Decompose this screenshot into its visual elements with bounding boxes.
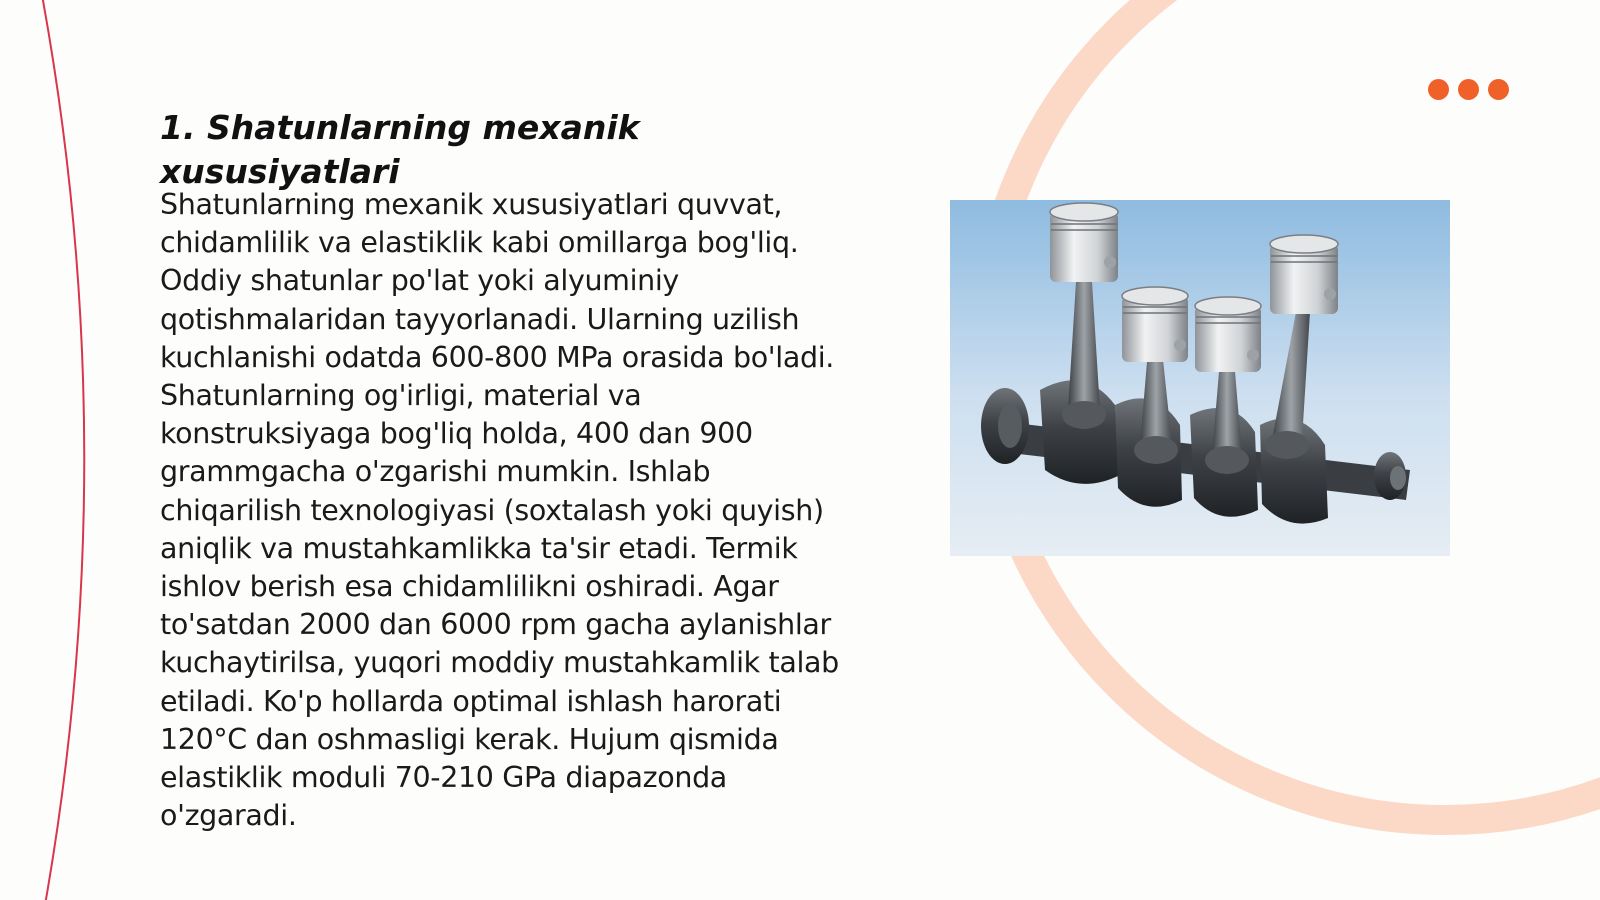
- dot-icon: [1428, 79, 1449, 100]
- slide-title: 1. Shatunlarning mexanik xususiyatlari: [160, 108, 640, 191]
- dots-menu-icon: [1428, 79, 1510, 101]
- dot-icon: [1458, 79, 1479, 100]
- slide-body-text: Shatunlarning mexanik xususiyatlari quvvat, chidamlilik va elastiklik kabi omillarga bog'liq. Oddiy shatunlar po'lat yoki alyuminiy qotishmalaridan tayyorlanadi. Ularning uzilish kuchlanishi odatda 600-800 MPa orasida bo'ladi. Shatunlarning og'irligi, material va konstruksiyaga bog'liq holda, 400 dan 900 grammgacha o'zgarishi mumkin. Ishlab chiqarilish texnologiyasi (soxtalash yoki quyish) aniqlik va mustahkamlikka ta'sir etadi. Termik ishlov berish esa chidamlilikni oshiradi. Agar to'satdan 2000 dan 6000 rpm gacha aylanishlar kuchaytirilsa, yuqori moddiy mustahkamlik talab etiladi. Ko'p hollarda optimal ishlash harorati 120°C dan oshmasligi kerak. Hujum qismida elastiklik moduli 70-210 GPa diapazonda o'zgaradi.: [160, 188, 839, 833]
- crankshaft-pistons-image: [950, 200, 1450, 556]
- dot-icon: [1488, 79, 1509, 100]
- left-accent-curve: [42, 0, 84, 900]
